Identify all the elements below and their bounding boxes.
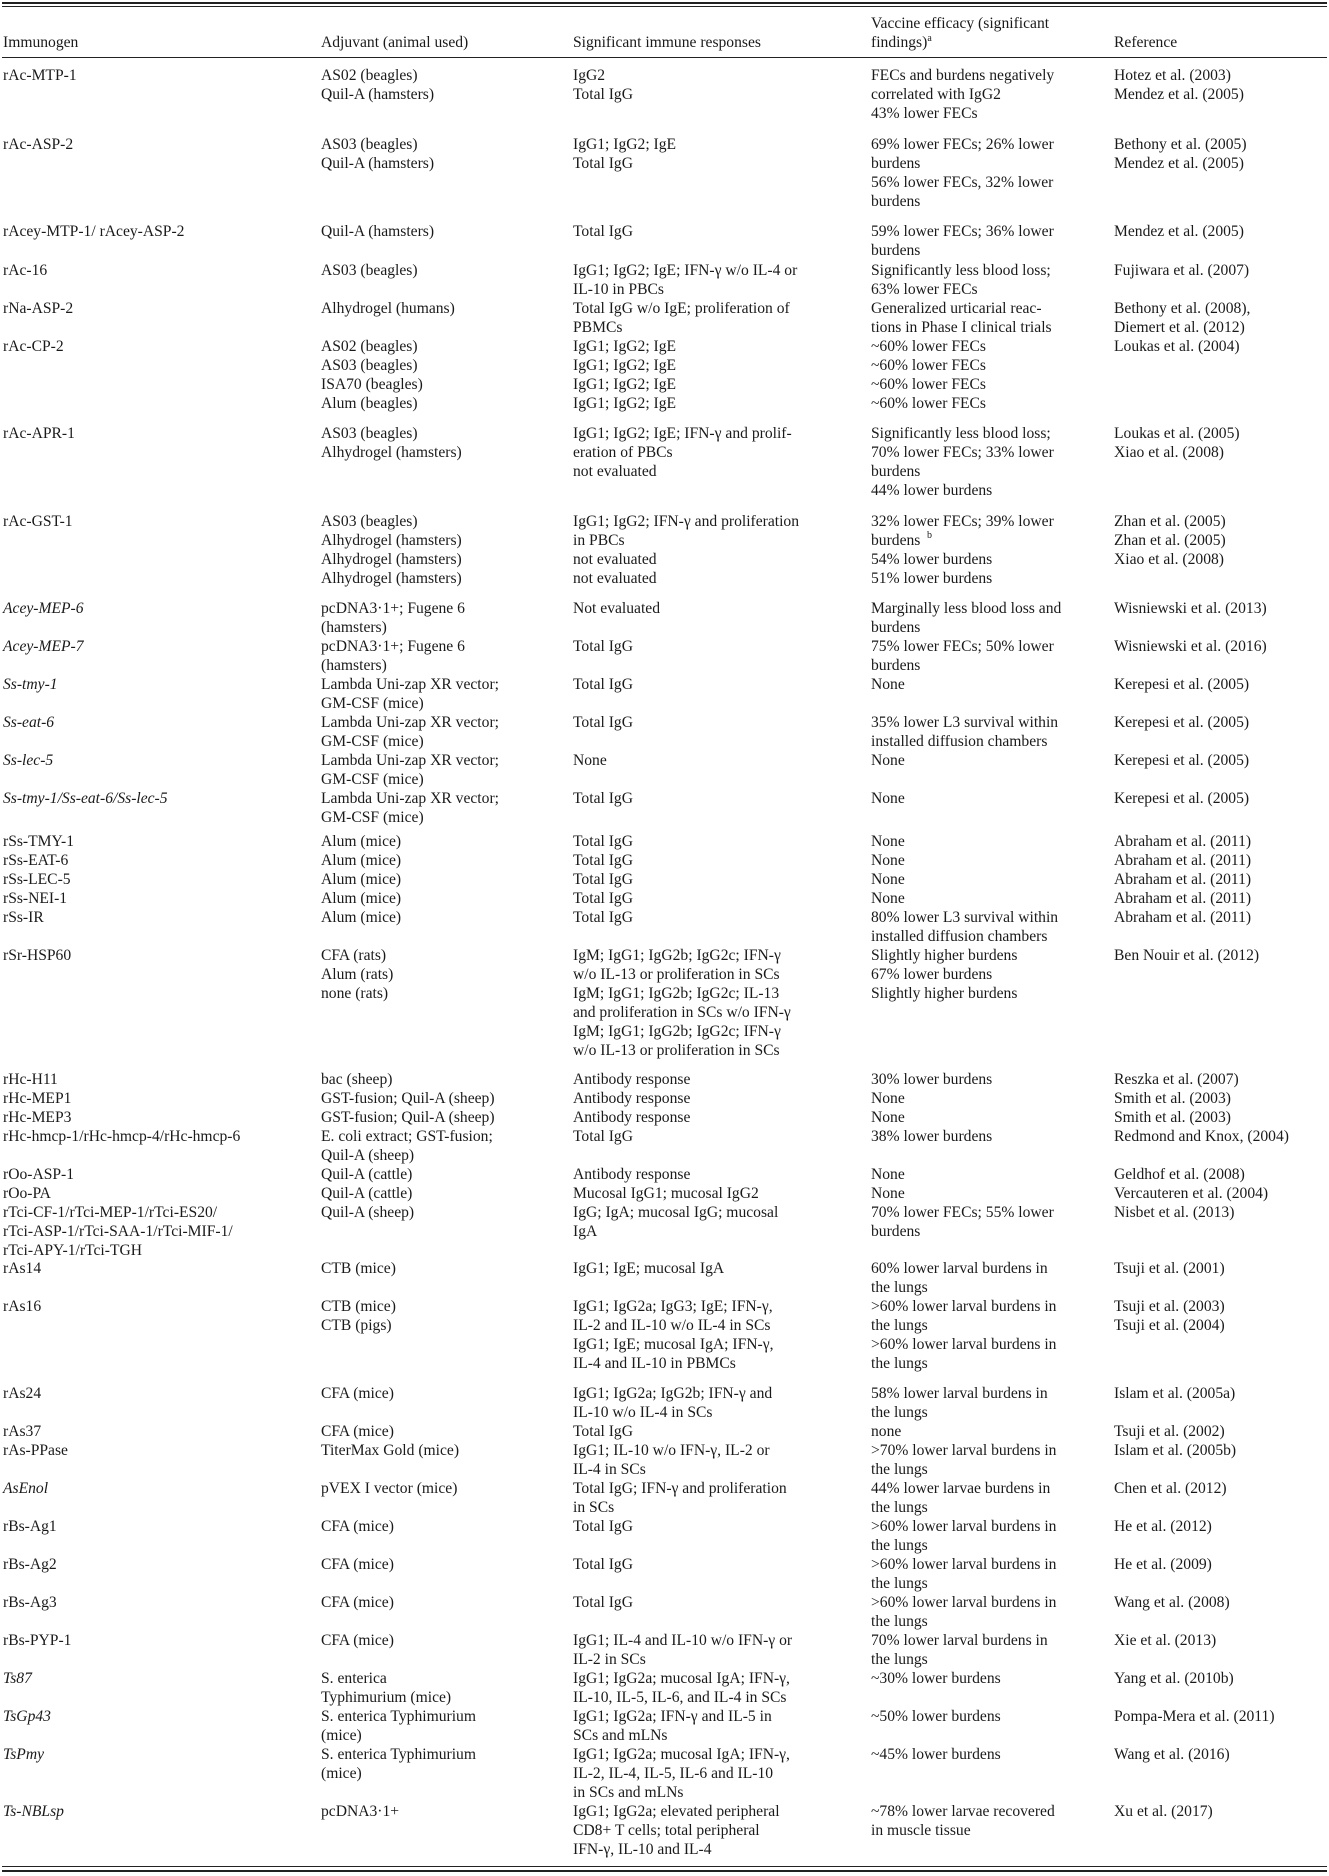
- row-efficacy: 60% lower larval burdens in the lungs: [871, 1260, 1048, 1296]
- row-adjuvant: S. enterica Typhimurium (mice): [321, 1670, 452, 1706]
- row-reference: Xie et al. (2013): [1114, 1632, 1217, 1649]
- row-immunogen: rAs24: [3, 1385, 42, 1402]
- row-efficacy: None: [871, 790, 905, 807]
- row-adjuvant: CFA (mice): [321, 1594, 394, 1611]
- row-responses: Total IgG; IFN-γ and proliferation in SCs: [573, 1480, 787, 1516]
- row-responses: Total IgG: [573, 714, 633, 731]
- row-reference: Kerepesi et al. (2005): [1114, 714, 1250, 731]
- row-reference: Xu et al. (2017): [1114, 1803, 1213, 1820]
- row-immunogen: rAc-16: [3, 262, 48, 279]
- row-efficacy: >60% lower larval burdens in the lungs >60% lower larval burdens in the lungs: [871, 1298, 1057, 1372]
- row-reference: Hotez et al. (2003) Mendez et al. (2005): [1114, 67, 1244, 103]
- row-responses: IgG1; IgG2; IFN-γ and proliferation in PBCs not evaluated not evaluated: [573, 513, 800, 587]
- bottom-rule: [2, 1870, 1327, 1872]
- row-immunogen: rAs14: [3, 1260, 42, 1277]
- row-responses: IgG1; IgG2; IgE Total IgG: [573, 136, 677, 172]
- row-reference: Geldhof et al. (2008) Vercauteren et al. (2004) Nisbet et al. (2013): [1114, 1166, 1269, 1221]
- row-immunogen: Ss-lec-5: [3, 752, 54, 769]
- row-reference: Ben Nouir et al. (2012): [1114, 947, 1260, 964]
- header-immunogen: Immunogen: [3, 34, 79, 51]
- row-immunogen: Acey-MEP-7: [3, 638, 84, 655]
- row-responses: None: [573, 752, 607, 769]
- row-efficacy: 75% lower FECs; 50% lower burdens: [871, 638, 1054, 674]
- header-responses: Significant immune responses: [573, 34, 761, 51]
- row-efficacy: FECs and burdens negatively correlated with IgG2 43% lower FECs: [871, 67, 1055, 122]
- row-efficacy: ~50% lower burdens: [871, 1708, 1001, 1725]
- table-header: [0, 14, 1329, 54]
- row-adjuvant: AS03 (beagles) Alhydrogel (hamsters): [321, 425, 462, 461]
- row-immunogen: rAc-CP-2: [3, 338, 64, 355]
- row-immunogen: rBs-Ag1: [3, 1518, 57, 1535]
- row-adjuvant: Quil-A (hamsters): [321, 223, 435, 240]
- row-adjuvant: pcDNA3·1+: [321, 1803, 400, 1820]
- row-adjuvant: Quil-A (cattle) Quil-A (cattle) Quil-A (sheep): [321, 1166, 415, 1221]
- row-immunogen: rBs-PYP-1: [3, 1632, 72, 1649]
- row-efficacy: ~30% lower burdens: [871, 1670, 1001, 1687]
- header-efficacy-note: a: [927, 32, 932, 44]
- row-responses: IgM; IgG1; IgG2b; IgG2c; IFN-γ w/o IL-13 or proliferation in SCs IgM; IgG1; IgG2b; IgG2c; IL-13 and proliferation in SCs w/o IFN-γ IgM; IgG1; IgG2b; IgG2c; IFN-γ w/o IL-13 or proliferation in SCs: [573, 947, 791, 1059]
- row-efficacy: ~78% lower larvae recovered in muscle tissue: [871, 1803, 1055, 1839]
- row-immunogen: rSr-HSP60: [3, 947, 72, 964]
- row-reference: Fujiwara et al. (2007): [1114, 262, 1250, 279]
- row-responses: Total IgG IgG1; IL-10 w/o IFN-γ, IL-2 or IL-4 in SCs: [573, 1423, 770, 1478]
- row-responses: IgG1; IgG2a; IgG3; IgE; IFN-γ, IL-2 and IL-10 w/o IL-4 in SCs IgG1; IgE; mucosal IgA; IFN-γ, IL-4 and IL-10 in PBMCs: [573, 1298, 774, 1372]
- row-adjuvant: CFA (mice) TiterMax Gold (mice): [321, 1423, 460, 1459]
- row-adjuvant: CFA (mice): [321, 1385, 394, 1402]
- row-responses: Total IgG: [573, 1556, 633, 1573]
- row-adjuvant: Lambda Uni-zap XR vector; GM-CSF (mice): [321, 790, 499, 826]
- row-adjuvant: AS03 (beagles) Quil-A (hamsters): [321, 136, 435, 172]
- row-efficacy: 70% lower larval burdens in the lungs: [871, 1632, 1048, 1668]
- bottom-rule-thin: [2, 1866, 1327, 1867]
- row-efficacy-text: 32% lower FECs; 39% lower burdens 54% lower burdens 51% lower burdens: [871, 513, 1054, 587]
- header-rule: [2, 57, 1327, 58]
- row-reference: Wisniewski et al. (2016): [1114, 638, 1267, 655]
- row-adjuvant: Alhydrogel (humans): [321, 300, 455, 317]
- row-responses: IgG1; IgG2a; mucosal IgA; IFN-γ, IL-10, IL-5, IL-6, and IL-4 in SCs: [573, 1670, 790, 1706]
- header-efficacy-line1: Vaccine efficacy (significant: [871, 15, 1050, 32]
- row-responses: Total IgG: [573, 790, 633, 807]
- row-responses: IgG1; IL-4 and IL-10 w/o IFN-γ or IL-2 in SCs: [573, 1632, 793, 1668]
- row-reference: Islam et al. (2005a): [1114, 1385, 1236, 1402]
- row-efficacy: 58% lower larval burdens in the lungs: [871, 1385, 1048, 1421]
- row-reference: Kerepesi et al. (2005): [1114, 752, 1250, 769]
- row-efficacy: None: [871, 676, 905, 693]
- row-efficacy: None None 70% lower FECs; 55% lower burdens: [871, 1166, 1054, 1240]
- row-efficacy: 30% lower burdens None None 38% lower burdens: [871, 1071, 993, 1145]
- row-efficacy: >60% lower larval burdens in the lungs: [871, 1556, 1057, 1592]
- row-adjuvant: AS03 (beagles) Alhydrogel (hamsters) Alhydrogel (hamsters) Alhydrogel (hamsters): [321, 513, 462, 587]
- row-immunogen: rAcey-MTP-1/ rAcey-ASP-2: [3, 223, 185, 240]
- row-reference: Reszka et al. (2007) Smith et al. (2003) Smith et al. (2003) Redmond and Knox, (2004): [1114, 1071, 1289, 1145]
- row-responses: IgG2 Total IgG: [573, 67, 633, 103]
- row-efficacy: 69% lower FECs; 26% lower burdens 56% lower FECs, 32% lower burdens: [871, 136, 1054, 210]
- row-reference: Tsuji et al. (2002) Islam et al. (2005b): [1114, 1423, 1237, 1459]
- row-adjuvant: pVEX I vector (mice): [321, 1480, 458, 1497]
- row-efficacy: 59% lower FECs; 36% lower burdens: [871, 223, 1054, 259]
- row-adjuvant: CFA (rats) Alum (rats) none (rats): [321, 947, 394, 1002]
- row-immunogen: rAs16: [3, 1298, 42, 1315]
- row-efficacy: 44% lower larvae burdens in the lungs: [871, 1480, 1051, 1516]
- row-adjuvant: Lambda Uni-zap XR vector; GM-CSF (mice): [321, 714, 499, 750]
- row-efficacy: 32% lower FECs; 39% lower burdens 54% lower burdens 51% lower burdens b: [871, 513, 1054, 587]
- row-efficacy: Generalized urticarial reac- tions in Phase I clinical trials: [871, 300, 1052, 336]
- header-efficacy-line2: findings): [871, 34, 928, 51]
- row-efficacy: None: [871, 752, 905, 769]
- row-responses: Total IgG: [573, 638, 633, 655]
- row-reference: He et al. (2012): [1114, 1518, 1212, 1535]
- row-responses: Total IgG: [573, 1518, 633, 1535]
- row-immunogen: Acey-MEP-6: [3, 600, 84, 617]
- row-efficacy: 35% lower L3 survival within installed diffusion chambers: [871, 714, 1059, 750]
- header-adjuvant: Adjuvant (animal used): [321, 34, 469, 51]
- row-immunogen: rOo-ASP-1 rOo-PA rTci-CF-1/rTci-MEP-1/rTci-ES20/ rTci-ASP-1/rTci-SAA-1/rTci-MIF-1/ rTci-APY-1/rTci-TGH: [3, 1166, 233, 1259]
- header-efficacy: [871, 14, 1049, 52]
- row-reference: Wisniewski et al. (2013): [1114, 600, 1267, 617]
- row-reference: Pompa-Mera et al. (2011): [1114, 1708, 1275, 1725]
- row-reference: Wang et al. (2008): [1114, 1594, 1230, 1611]
- row-efficacy: Significantly less blood loss; 70% lower FECs; 33% lower burdens 44% lower burdens: [871, 425, 1054, 499]
- row-responses: Antibody response Mucosal IgG1; mucosal IgG2 IgG; IgA; mucosal IgG; mucosal IgA: [573, 1166, 779, 1240]
- row-immunogen: Ss-tmy-1/Ss-eat-6/Ss-lec-5: [3, 790, 168, 807]
- row-adjuvant: Alum (mice) Alum (mice) Alum (mice) Alum (mice) Alum (mice): [321, 833, 402, 926]
- row-reference: Chen et al. (2012): [1114, 1480, 1227, 1497]
- row-immunogen: TsPmy: [3, 1746, 45, 1763]
- row-adjuvant: bac (sheep) GST-fusion; Quil-A (sheep) GST-fusion; Quil-A (sheep) E. coli extract; GST-fusion; Quil-A (sheep): [321, 1071, 495, 1164]
- row-responses: IgG1; IgE; mucosal IgA: [573, 1260, 725, 1277]
- row-adjuvant: AS02 (beagles) AS03 (beagles) ISA70 (beagles) Alum (beagles): [321, 338, 423, 412]
- row-reference: Kerepesi et al. (2005): [1114, 676, 1250, 693]
- row-reference: Loukas et al. (2005) Xiao et al. (2008): [1114, 425, 1240, 461]
- header-reference: Reference: [1114, 34, 1178, 51]
- row-adjuvant: Lambda Uni-zap XR vector; GM-CSF (mice): [321, 752, 499, 788]
- row-immunogen: rBs-Ag3: [3, 1594, 57, 1611]
- row-immunogen: rBs-Ag2: [3, 1556, 57, 1573]
- row-adjuvant: CFA (mice): [321, 1556, 394, 1573]
- row-immunogen: rSs-TMY-1 rSs-EAT-6 rSs-LEC-5 rSs-NEI-1 rSs-IR: [3, 833, 75, 926]
- row-immunogen: rHc-H11 rHc-MEP1 rHc-MEP3 rHc-hmcp-1/rHc-hmcp-4/rHc-hmcp-6: [3, 1071, 241, 1145]
- top-rule: [2, 2, 1327, 4]
- row-immunogen: rNa-ASP-2: [3, 300, 74, 317]
- row-adjuvant: Lambda Uni-zap XR vector; GM-CSF (mice): [321, 676, 499, 712]
- row-efficacy: None None None None 80% lower L3 survival within installed diffusion chambers: [871, 833, 1059, 945]
- row-efficacy: Significantly less blood loss; 63% lower FECs: [871, 262, 1051, 298]
- row-adjuvant: pcDNA3·1+; Fugene 6 (hamsters): [321, 638, 465, 674]
- row-immunogen: Ts-NBLsp: [3, 1803, 64, 1820]
- row-responses: IgG1; IgG2; IgE; IFN-γ w/o IL-4 or IL-10 in PBCs: [573, 262, 798, 298]
- row-adjuvant: pcDNA3·1+; Fugene 6 (hamsters): [321, 600, 465, 636]
- row-responses: IgG1; IgG2; IgE; IFN-γ and prolif- eration of PBCs not evaluated: [573, 425, 792, 480]
- row-responses: IgG1; IgG2a; elevated peripheral CD8+ T cells; total peripheral IFN-γ, IL-10 and IL-4: [573, 1803, 780, 1858]
- row-responses: Total IgG: [573, 223, 633, 240]
- row-adjuvant: CFA (mice): [321, 1518, 394, 1535]
- row-responses: IgG1; IgG2a; IgG2b; IFN-γ and IL-10 w/o IL-4 in SCs: [573, 1385, 773, 1421]
- row-immunogen: rAc-APR-1: [3, 425, 75, 442]
- row-responses: Not evaluated: [573, 600, 661, 617]
- row-reference: Abraham et al. (2011) Abraham et al. (2011) Abraham et al. (2011) Abraham et al. (2011) Abraham et al. (2011): [1114, 833, 1252, 926]
- row-responses: IgG1; IgG2a; IFN-γ and IL-5 in SCs and mLNs: [573, 1708, 772, 1744]
- row-immunogen: rAc-ASP-2: [3, 136, 74, 153]
- row-efficacy: Marginally less blood loss and burdens: [871, 600, 1062, 636]
- row-immunogen: AsEnol: [3, 1480, 49, 1497]
- row-reference: Yang et al. (2010b): [1114, 1670, 1234, 1687]
- row-adjuvant: S. enterica Typhimurium (mice): [321, 1746, 476, 1782]
- row-responses: Total IgG: [573, 676, 633, 693]
- row-efficacy: >60% lower larval burdens in the lungs: [871, 1594, 1057, 1630]
- row-immunogen: TsGp43: [3, 1708, 51, 1725]
- row-responses: Total IgG Total IgG Total IgG Total IgG Total IgG: [573, 833, 633, 926]
- row-responses: IgG1; IgG2a; mucosal IgA; IFN-γ, IL-2, IL-4, IL-5, IL-6 and IL-10 in SCs and mLNs: [573, 1746, 790, 1801]
- row-reference: Mendez et al. (2005): [1114, 223, 1244, 240]
- row-adjuvant: CFA (mice): [321, 1632, 394, 1649]
- row-responses: IgG1; IgG2; IgE IgG1; IgG2; IgE IgG1; IgG2; IgE IgG1; IgG2; IgE: [573, 338, 677, 412]
- row-responses: Total IgG w/o IgE; proliferation of PBMCs: [573, 300, 790, 336]
- row-reference: Tsuji et al. (2003) Tsuji et al. (2004): [1114, 1298, 1225, 1334]
- row-responses: Antibody response Antibody response Antibody response Total IgG: [573, 1071, 691, 1145]
- row-adjuvant: AS02 (beagles) Quil-A (hamsters): [321, 67, 435, 103]
- row-immunogen: rAs37 rAs-PPase: [3, 1423, 68, 1459]
- row-reference: Bethony et al. (2005) Mendez et al. (2005): [1114, 136, 1247, 172]
- row-efficacy: none >70% lower larval burdens in the lungs: [871, 1423, 1057, 1478]
- row-efficacy: Slightly higher burdens 67% lower burdens Slightly higher burdens: [871, 947, 1018, 1002]
- row-immunogen: Ss-eat-6: [3, 714, 55, 731]
- row-responses: Total IgG: [573, 1594, 633, 1611]
- row-adjuvant: CTB (mice) CTB (pigs): [321, 1298, 396, 1334]
- row-adjuvant: AS03 (beagles): [321, 262, 418, 279]
- row-immunogen: Ss-tmy-1: [3, 676, 58, 693]
- row-adjuvant: S. enterica Typhimurium (mice): [321, 1708, 476, 1744]
- row-efficacy: >60% lower larval burdens in the lungs: [871, 1518, 1057, 1554]
- row-adjuvant: CTB (mice): [321, 1260, 396, 1277]
- row-reference: He et al. (2009): [1114, 1556, 1212, 1573]
- row-immunogen: rAc-MTP-1: [3, 67, 77, 84]
- row-reference: Kerepesi et al. (2005): [1114, 790, 1250, 807]
- row-reference: Loukas et al. (2004): [1114, 338, 1240, 355]
- row-immunogen: Ts87: [3, 1670, 32, 1687]
- row-reference: Zhan et al. (2005) Zhan et al. (2005) Xiao et al. (2008): [1114, 513, 1226, 568]
- row-reference: Wang et al. (2016): [1114, 1746, 1230, 1763]
- row-immunogen: rAc-GST-1: [3, 513, 73, 530]
- row-reference: Tsuji et al. (2001): [1114, 1260, 1225, 1277]
- top-rule-thin: [2, 6, 1327, 7]
- row-reference: Bethony et al. (2008), Diemert et al. (2012): [1114, 300, 1251, 336]
- row-efficacy: ~45% lower burdens: [871, 1746, 1001, 1763]
- row-efficacy: ~60% lower FECs ~60% lower FECs ~60% lower FECs ~60% lower FECs: [871, 338, 986, 412]
